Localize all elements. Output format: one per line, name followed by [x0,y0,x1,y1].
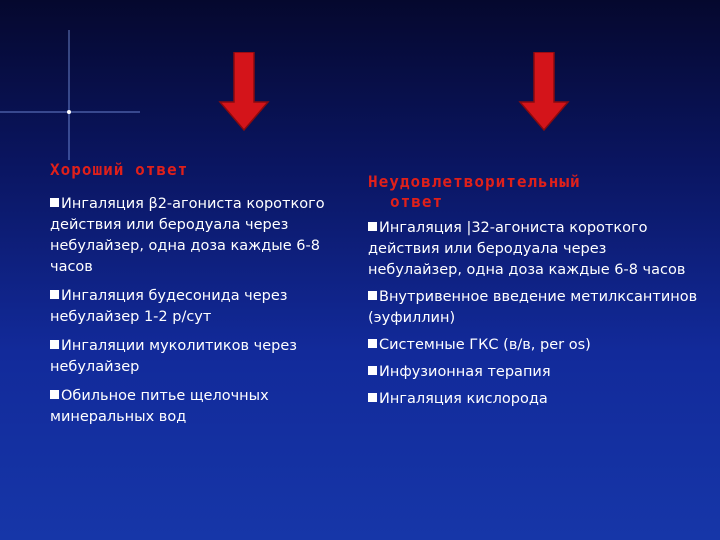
bullet-icon [368,339,377,348]
list-item: Ингаляция будесонида через небулайзер 1-2 р/сут [50,288,288,325]
sparkle-decoration [0,0,140,160]
bullet-icon [50,390,59,399]
list-item: Системные ГКС (в/в, per os) [368,335,698,356]
poor-response-heading: Неудовлетворительный ответ [368,172,581,211]
bullet-icon [50,340,59,349]
list-item: Ингаляция β2-агониста короткого действия или беродуала через небулайзер, одна доза каждые 6-8 часов [50,196,325,275]
bullet-icon [368,291,377,300]
poor-response-column [368,172,698,416]
list-item: Внутривенное введение метилксантинов (эуфиллин) [368,289,698,326]
bullet-icon [368,366,377,375]
down-arrow-icon-left [218,52,270,132]
bullet-icon [368,222,377,231]
list-item: Инфузионная терапия [368,362,698,383]
list-item: Ингаляция |32-агониста короткого действия или беродуала через небулайзер, одна доза каждые 6-8 часов [368,220,686,278]
list-item: Обильное питье щелочных минеральных вод [50,388,269,425]
bullet-icon [368,393,377,402]
list-item: Ингаляции муколитиков через небулайзер [50,338,297,375]
bullet-icon [50,290,59,299]
down-arrow-icon-right [518,52,570,132]
bullet-icon [50,198,59,207]
good-response-column [50,160,360,436]
list-item: Ингаляция кислорода [368,389,698,410]
good-response-heading: Хороший ответ [50,160,189,179]
